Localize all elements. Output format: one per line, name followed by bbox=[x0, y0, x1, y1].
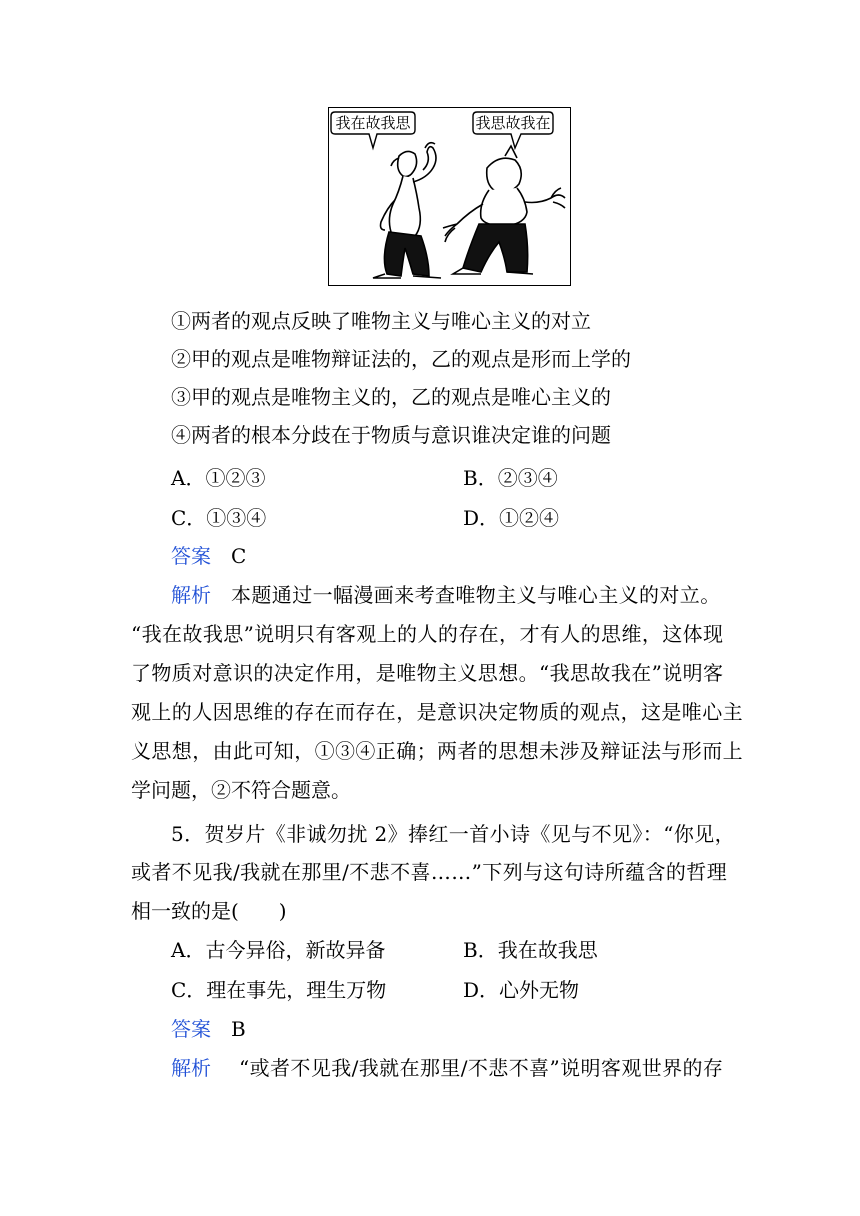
q4-option-b: B．②③④ bbox=[463, 466, 558, 490]
q4-answer bbox=[171, 542, 246, 570]
cartoon-illustration bbox=[328, 107, 571, 286]
analysis-text: “或者不见我/我就在那里/不悲不喜”说明客观世界的存 bbox=[239, 1056, 724, 1080]
statement-4: ④两者的根本分歧在于物质与意识谁决定谁的问题 bbox=[171, 423, 611, 447]
analysis-line-5: 义思想，由此可知，①③④正确；两者的思想未涉及辩证法与形而上 bbox=[131, 739, 743, 763]
answer-label: 答案 bbox=[171, 1017, 211, 1041]
q4-option-a: A．①②③ bbox=[171, 466, 266, 490]
q5-stem-line-1: 5．贺岁片《非诚勿扰 2》捧红一首小诗《见与不见》：“你见， bbox=[171, 822, 736, 846]
q5-option-b: B．我在故我思 bbox=[463, 938, 598, 962]
right-figure bbox=[443, 146, 565, 274]
cartoon-drawing bbox=[329, 108, 569, 284]
left-bubble-text: 我在故我思 bbox=[335, 114, 411, 132]
q5-stem-line-3: 相一致的是( ) bbox=[131, 899, 287, 923]
analysis-line-3: 了物质对意识的决定作用，是唯物主义思想。“我思故我在”说明客 bbox=[131, 661, 724, 685]
left-speech-bubble bbox=[331, 112, 415, 148]
left-figure bbox=[373, 143, 441, 278]
answer-value: C bbox=[231, 544, 247, 568]
q4-option-d: D．①②④ bbox=[463, 506, 560, 530]
answer-value: B bbox=[231, 1017, 246, 1041]
q5-option-c: C．理在事先，理生万物 bbox=[171, 978, 387, 1002]
analysis-text: 本题通过一幅漫画来考查唯物主义与唯心主义的对立。 bbox=[231, 583, 721, 607]
q5-answer bbox=[171, 1015, 246, 1043]
answer-label: 答案 bbox=[171, 544, 211, 568]
q5-option-a: A．古今异俗，新故异备 bbox=[171, 938, 386, 962]
q4-analysis-first-line bbox=[171, 581, 721, 609]
q4-option-c: C．①③④ bbox=[171, 506, 267, 530]
statement-3: ③甲的观点是唯物主义的，乙的观点是唯心主义的 bbox=[171, 385, 611, 409]
statement-2: ②甲的观点是唯物辩证法的，乙的观点是形而上学的 bbox=[171, 347, 631, 371]
right-speech-bubble bbox=[473, 112, 553, 148]
analysis-label: 解析 bbox=[171, 583, 211, 607]
analysis-line-4: 观上的人因思维的存在而存在，是意识决定物质的观点，这是唯心主 bbox=[131, 700, 743, 724]
analysis-line-2: “我在故我思”说明只有客观上的人的存在，才有人的思维，这体现 bbox=[131, 622, 724, 646]
q5-option-d: D．心外无物 bbox=[463, 978, 580, 1002]
right-bubble-text: 我思故我在 bbox=[475, 114, 551, 132]
q5-stem-line-2: 或者不见我/我就在那里/不悲不喜……”下列与这句诗所蕴含的哲理 bbox=[131, 860, 728, 884]
analysis-label: 解析 bbox=[171, 1056, 211, 1080]
statement-1: ①两者的观点反映了唯物主义与唯心主义的对立 bbox=[171, 309, 591, 333]
analysis-line-6: 学问题，②不符合题意。 bbox=[131, 778, 351, 802]
q5-analysis-first-line bbox=[171, 1054, 723, 1082]
